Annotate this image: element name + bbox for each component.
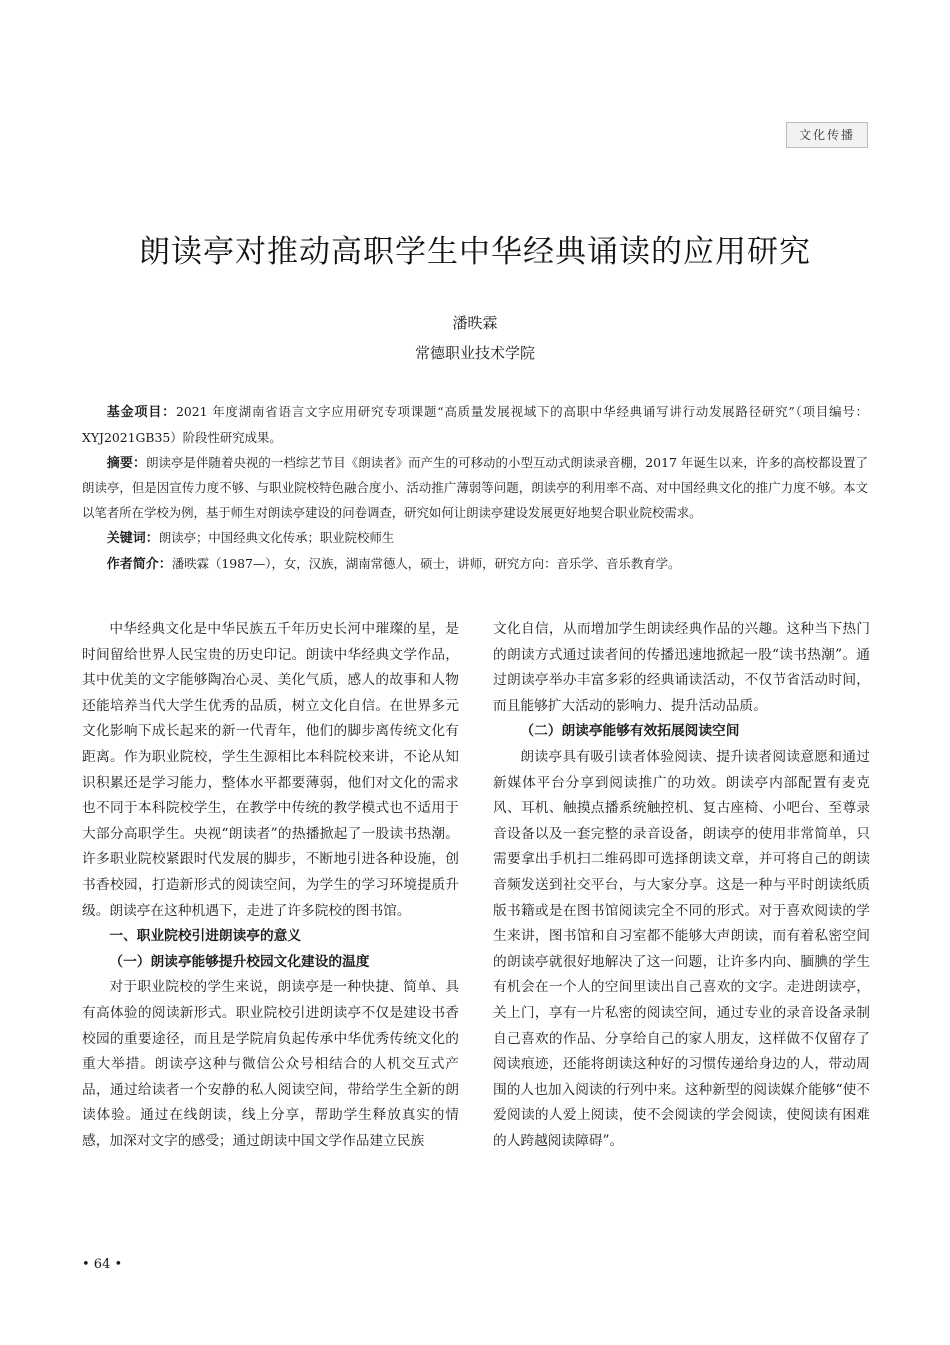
body-paragraph-continued: 文化自信，从而增加学生朗读经典作品的兴趣。这种当下热门的朗读方式通过读者间的传播迅速地掀起一股“读书热潮”。通过朗读亭举办丰富多彩的经典诵读活动，不仅节省活动时间，而且能够扩大活动的影响力、提升活动品质。 — [493, 621, 870, 714]
body-paragraph: 对于职业院校的学生来说，朗读亭是一种快捷、简单、具有高体验的阅读新形式。职业院校引进朗读亭不仅是建设书香校园的重要途径，而且是学院肩负起传承中华优秀传统文化的重大举措。朗读亭这种与微信公众号相结合的人机交互式产品，通过给读者一个安静的私人阅读空间，带给学生全新的朗读体验。通过在线朗读，线上分享，帮助学生释放真实的情感，加深对文字的感受；通过朗读中国文学作品建立民族 — [82, 979, 459, 1149]
intro-paragraph: 中华经典文化是中华民族五千年历史长河中璀璨的星，是时间留给世界人民宝贵的历史印记。朗读中华经典文学作品，其中优美的文字能够陶冶心灵、美化气质，感人的故事和人物还能培养当代大学生优秀的品质，树立文化自信。在世界多元文化影响下成长起来的新一代青年，他们的脚步离传统文化有距离。作为职业院校，学生生源相比本科院校来讲，不论从知识积累还是学习能力，整体水平都要薄弱，他们对文化的需求也不同于本科院校学生，在教学中传统的教学模式也不适用于大部分高职学生。央视“朗读者”的热播掀起了一股读书热潮。许多职业院校紧跟时代发展的脚步，不断地引进各种设施，创书香校园，打造新形式的阅读空间，为学生的学习环境提质升级。朗读亭在这种机遇下，走进了许多院校的图书馆。 — [82, 621, 459, 919]
bio-text: 潘昳霖（1987—），女，汉族，湖南常德人，硕士，讲师，研究方向：音乐学、音乐教育学。 — [171, 555, 681, 571]
keywords-text: 朗读亭；中国经典文化传承；职业院校师生 — [158, 529, 395, 545]
author-affiliation: 常德职业技术学院 — [414, 344, 535, 362]
bio-paragraph — [82, 552, 868, 578]
article-title: 朗读亭对推动高职学生中华经典诵读的应用研究 — [139, 234, 811, 270]
left-column — [82, 617, 459, 1154]
page-number: • 64 • — [82, 1257, 123, 1272]
subsection-heading-1-1: （一）朗读亭能够提升校园文化建设的温度 — [109, 953, 370, 970]
body-paragraph: 朗读亭具有吸引读者体验阅读、提升读者阅读意愿和通过新媒体平台分享到阅读推广的功效。朗读亭内部配置有麦克风、耳机、触摸点播系统触控机、复古座椅、小吧台、至尊录音设备以及一套完整的录音设备，朗读亭的使用非常简单，只需要拿出手机扫二维码即可选择朗读文章，并可将自己的朗读音频发送到社交平台，与大家分享。这是一种与平时朗读纸质版书籍或是在图书馆阅读完全不同的形式。对于喜欢阅读的学生来讲，图书馆和自习室都不能够大声朗读，而有着私密空间的朗读亭就很好地解决了这一问题，让许多内向、腼腆的学生有机会在一个人的空间里读出自己喜欢的文字。走进朗读亭，关上门，享有一片私密的阅读空间，通过专业的录音设备录制自己喜欢的作品、分享给自己的家人朋友，这样做不仅留存了阅读痕迹，还能将朗读这种好的习惯传递给身边的人，带动周围的人也加入阅读的行列中来。这种新型的阅读媒介能够“使不爱阅读的人爱上阅读，使不会阅读的学会阅读，使阅读有困难的人跨越阅读障碍”。 — [493, 748, 870, 1149]
section-heading-1: 一、职业院校引进朗读亭的意义 — [109, 928, 302, 945]
abstract-text: 朗读亭是伴随着央视的一档综艺节目《朗读者》而产生的可移动的小型互动式朗读录音棚，2017 年诞生以来，许多的高校都设置了朗读亭，但是因宣传力度不够、与职业院校特色融合度小、活动推广薄弱等问题，朗读亭的利用率不高、对中国经典文化的推广力度不够。本文以笔者所在学校为例，基于师生对朗读亭建设的问卷调查，研究如何让朗读亭建设发展更好地契合职业院校需求。 — [82, 454, 868, 521]
article-meta — [82, 400, 868, 578]
keywords-paragraph — [82, 526, 868, 552]
abstract-paragraph — [82, 451, 868, 526]
section-tag: 文化传播 — [786, 122, 868, 148]
author-name: 潘昳霖 — [452, 314, 498, 332]
fund-text: 2021 年度湖南省语言文字应用研究专项课题“高质量发展视域下的高职中华经典诵写讲行动发展路径研究”（项目编号：XYJ2021GB35）阶段性研究成果。 — [82, 404, 868, 445]
abstract-label: 摘要： — [106, 455, 147, 471]
subsection-heading-1-2: （二）朗读亭能够有效拓展阅读空间 — [520, 723, 740, 740]
fund-paragraph — [82, 400, 868, 451]
right-column — [493, 617, 870, 1154]
fund-label: 基金项目： — [106, 405, 177, 420]
keywords-label: 关键词： — [106, 530, 159, 546]
bio-label: 作者简介： — [106, 556, 172, 572]
